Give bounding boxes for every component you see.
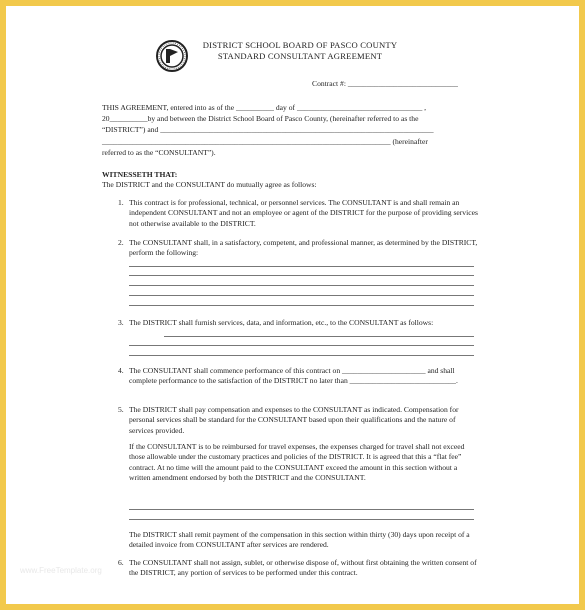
item-3-blank-line[interactable] <box>129 355 474 356</box>
item-2-blank-line[interactable] <box>129 266 474 267</box>
item-5-number: 5. <box>118 405 124 414</box>
intro-line-4: ____________________________________________________________________________ (hereinafter <box>102 137 428 146</box>
item-4-number: 4. <box>118 366 124 375</box>
item-2-blank-line[interactable] <box>129 295 474 296</box>
witness-text: The DISTRICT and the CONSULTANT do mutually agree as follows: <box>102 180 317 189</box>
item-6-number: 6. <box>118 558 124 567</box>
item-4-text: The CONSULTANT shall commence performance of this contract on ______________________ and shall complete performance to the satisfaction of the DISTRICT no later than ____________________________. <box>129 366 458 386</box>
item-2-number: 2. <box>118 238 124 247</box>
watermark: www.FreeTemplate.org <box>20 566 102 575</box>
item-3-text: The DISTRICT shall furnish services, data, and information, etc., to the CONSULTANT as follows: <box>129 318 434 327</box>
item-1-text: This contract is for professional, technical, or personnel services. The CONSULTANT is and shall remain an independent CONSULTANT and not an employee or agent of the DISTRICT for the purpose of providing services not otherwise available to the DISTRICT. <box>129 198 478 228</box>
item-5-blank-line[interactable] <box>129 509 474 510</box>
item-2-text: The CONSULTANT shall, in a satisfactory, competent, and professional manner, as determined by the DISTRICT, perform the following: <box>129 238 478 258</box>
witness-heading: WITNESSETH THAT: <box>102 170 178 179</box>
intro-line-1: THIS AGREEMENT, entered into as of the __________ day of _________________________________ , <box>102 103 427 112</box>
item-5-blank-line[interactable] <box>129 519 474 520</box>
header-line-1: DISTRICT SCHOOL BOARD OF PASCO COUNTY <box>202 40 398 50</box>
remit-payment-paragraph: The DISTRICT shall remit payment of the compensation in this section within thirty (30) days upon receipt of a detailed invoice from CONSULTANT after services are rendered. <box>129 530 470 550</box>
district-seal-icon <box>156 40 188 72</box>
header-line-2: STANDARD CONSULTANT AGREEMENT <box>217 51 383 61</box>
item-2-blank-line[interactable] <box>129 305 474 306</box>
item-3-blank-line[interactable] <box>129 345 474 346</box>
item-2-blank-line[interactable] <box>129 285 474 286</box>
travel-expenses-paragraph: If the CONSULTANT is to be reimbursed for travel expenses, the expenses charged for travel shall not exceed those allowable under the customary practices and policies of the DISTRICT. It is agreed that this a “flat fee” contract. At no time will the amount paid to the CONSULTANT exceed the amount in this section without a written amendment endorsed by both the DISTRICT and the CONSULTANT. <box>129 442 465 482</box>
item-5-text: The DISTRICT shall pay compensation and expenses to the CONSULTANT as indicated. Compensation for personal services shall be standard for the CONSULTANT based upon their qualifications and the nature of services provided. <box>129 405 459 435</box>
intro-line-2: 20__________by and between the District School Board of Pasco County, (hereinafter referred to as the <box>102 114 419 123</box>
item-6-text: The CONSULTANT shall not assign, sublet, or otherwise dispose of, without first obtaining the written consent of the DISTRICT, any portion of services to be performed under this contract. <box>129 558 477 578</box>
document-page <box>6 6 579 604</box>
item-3-blank-line[interactable] <box>164 336 474 337</box>
document-header <box>190 40 410 62</box>
intro-line-3: “DISTRICT”) and ________________________________________________________________________ <box>102 125 434 134</box>
contract-number-field[interactable]: Contract #: _____________________________ <box>312 79 458 88</box>
item-1-number: 1. <box>118 198 124 207</box>
intro-line-5: referred to as the “CONSULTANT”). <box>102 148 216 157</box>
item-3-number: 3. <box>118 318 124 327</box>
item-2-blank-line[interactable] <box>129 275 474 276</box>
